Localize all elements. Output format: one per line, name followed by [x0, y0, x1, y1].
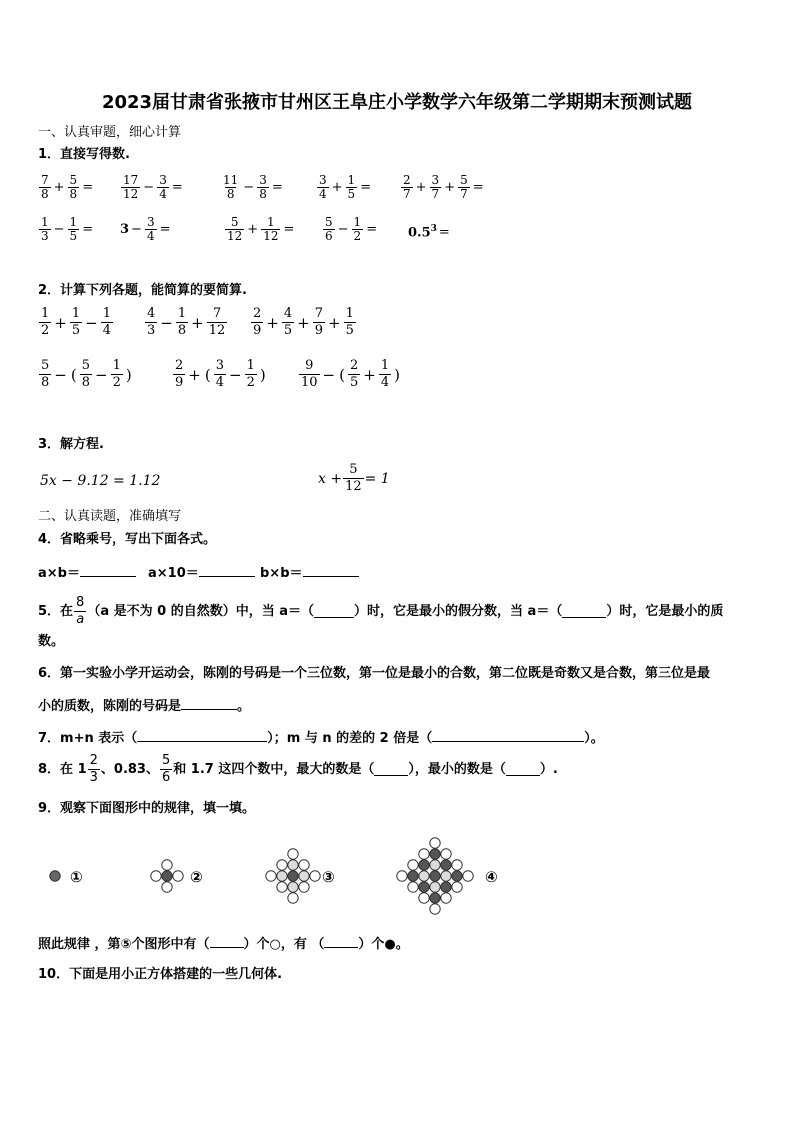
q1-item-7-equals: =: [159, 222, 171, 237]
q1-item-1-fraction: [39, 174, 51, 201]
figure-4-dot: [430, 904, 440, 914]
q1-item-1-fraction: [68, 174, 80, 201]
q1-item-2-op: −: [143, 180, 155, 195]
q9-rule-c: ）个●。: [358, 937, 409, 952]
figure-4-dot: [408, 871, 418, 881]
q1-item-6-equals: =: [82, 222, 94, 237]
q2-item-3-fraction-numerator: 2: [253, 306, 262, 321]
q2-item-3-fraction-denominator: 5: [345, 323, 354, 338]
q5-mid: （a 是不为 0 的自然数）中，当 a＝（: [87, 603, 315, 619]
equation-2: [318, 462, 390, 495]
figure-3-label: ③: [322, 868, 335, 886]
q2-item-4-lead-fraction: [39, 358, 51, 391]
q2-item-5-lead-fraction: [173, 358, 185, 391]
q1-item-5-fraction-denominator: 7: [431, 187, 440, 201]
q1-item-3-fraction-numerator: 11: [223, 173, 239, 187]
q4-answer-blank-1[interactable]: [80, 564, 136, 577]
q1-item-2-fraction-denominator: 12: [123, 187, 139, 201]
q1-item-4-fraction-numerator: 3: [319, 173, 327, 187]
q8-end: ）.: [539, 761, 558, 777]
q5-numerator: 8: [76, 595, 85, 610]
q5-end: ）时，它是最小的质: [606, 603, 724, 619]
q1-item-5-fraction-numerator: 3: [431, 173, 440, 187]
q2-item-3-fraction-numerator: 1: [345, 306, 354, 321]
q2-item-5-close-paren: ): [259, 365, 266, 384]
figure-3-dot: [288, 882, 298, 892]
q1-item-4-fraction-denominator: 5: [347, 187, 356, 201]
q1-item-10-equals: =: [438, 224, 450, 240]
q7-part-c: ）。: [584, 731, 604, 746]
q1-stem: 1．直接写得数.: [38, 147, 130, 162]
q1-item-5-fraction-numerator: 2: [403, 173, 411, 187]
figure-4-dot: [430, 893, 440, 903]
q1-item-8-fraction: [225, 216, 244, 243]
q1-item-1-fraction-denominator: 8: [69, 187, 78, 201]
q1-item-7: [120, 216, 173, 243]
q5-line-1: [38, 595, 723, 628]
q9-rule-b: ）个○，有 （: [243, 937, 325, 952]
q2-item-2-fraction-numerator: 4: [147, 306, 156, 321]
q2-item-6-inner-fraction-denominator: 5: [349, 375, 359, 390]
q2-item-5-open-paren: (: [204, 365, 211, 384]
q2-item-6-inner-fraction-denominator: 4: [380, 375, 390, 390]
q1-item-6: [38, 216, 95, 243]
q2-item-1-fraction: [70, 306, 82, 339]
q1-item-1-op: +: [53, 180, 65, 195]
q1-item-6-fraction-numerator: 1: [41, 215, 49, 229]
q2-item-3-op: +: [266, 313, 279, 332]
q2-item-5-inner-fraction-numerator: 1: [246, 358, 255, 373]
q2-item-1-fraction-numerator: 1: [102, 306, 111, 321]
q2-item-1-fraction-denominator: 2: [41, 323, 50, 338]
q1-item-2-fraction: [121, 174, 140, 201]
figure-4-dot: [419, 882, 429, 892]
q1-item-8: [224, 216, 296, 243]
q2-item-2-fraction: [145, 306, 157, 339]
figure-3-dot: [288, 860, 298, 870]
q8-line: [38, 753, 558, 786]
q6-line-2-end: 。: [237, 699, 251, 714]
q2-item-3-op: +: [297, 313, 310, 332]
q9-answer-blank-2[interactable]: [324, 935, 358, 948]
q1-item-2-fraction-numerator: 3: [159, 173, 167, 187]
q4-item-1-label: a×b＝: [38, 566, 80, 581]
q2-item-2-fraction: [207, 306, 228, 339]
q1-item-3-equals: =: [271, 180, 283, 195]
q2-item-1-fraction-numerator: 1: [71, 306, 81, 321]
figure-4-dot: [452, 882, 462, 892]
q2-item-5-inner-fraction: [245, 358, 257, 391]
q2-item-5-inner-op: −: [229, 365, 242, 384]
q2-item-3-fraction: [313, 306, 325, 339]
q1-item-5-fraction: [430, 174, 442, 201]
q1-item-8-fraction-numerator: 1: [267, 215, 275, 229]
q1-item-6-fraction-numerator: 1: [69, 215, 78, 229]
q1-item-4-fraction: [317, 174, 329, 201]
q2-item-4-open-paren: (: [70, 365, 77, 384]
q8-mid: 、0.83、: [100, 761, 159, 777]
figure-4-dot: [441, 849, 451, 859]
q2-item-4-close-paren: ): [125, 365, 132, 384]
q3-stem: 3．解方程.: [38, 437, 104, 452]
q7-part-a: 7．m+n 表示（: [38, 731, 138, 746]
figure-4-dot: [452, 860, 462, 870]
q1-item-6-fraction-denominator: 5: [69, 229, 78, 243]
q2-item-1-op: −: [85, 313, 98, 332]
q2-item-5-lead-fraction-denominator: 9: [175, 375, 184, 390]
figure-4-dot: [419, 893, 429, 903]
figure-3-dot: [266, 871, 276, 881]
q2-item-3: [250, 306, 357, 339]
q2-item-4-inner-fraction-numerator: 1: [112, 358, 121, 373]
q1-item-3-fraction-denominator: 8: [259, 187, 267, 201]
figure-4-dot: [408, 882, 418, 892]
q1-item-3-fraction: [257, 174, 269, 201]
q1-item-5-fraction: [401, 174, 413, 201]
q1-item-8-op: +: [247, 222, 259, 237]
q1-item-7-fraction-numerator: 3: [146, 215, 155, 229]
q4-item-3: [260, 564, 359, 582]
q2-item-5-inner-fraction-denominator: 4: [215, 375, 224, 390]
figure-4-dot: [463, 871, 473, 881]
q6-answer-blank[interactable]: [181, 697, 237, 710]
q1-item-8-equals: =: [283, 222, 295, 237]
figure-2-dot: [162, 871, 172, 881]
q1-item-6-fraction: [68, 216, 80, 243]
q10-stem: 10．下面是用小正方体搭建的一些几何体.: [38, 967, 283, 982]
q1-item-9-fraction-denominator: 2: [353, 229, 362, 243]
q4-item-1: [38, 564, 136, 582]
q2-item-3-fraction-denominator: 9: [314, 323, 323, 338]
q1-item-8-fraction: [261, 216, 280, 243]
q1-item-4-fraction-denominator: 4: [319, 187, 327, 201]
q2-item-5-inner-fraction-numerator: 3: [215, 358, 224, 373]
q2-item-4-inner-fraction: [111, 358, 123, 391]
q2-item-3-fraction: [251, 306, 263, 339]
figure-4-dot: [419, 849, 429, 859]
q9-answer-blank-1[interactable]: [210, 935, 244, 948]
q2-item-3-fraction: [282, 306, 294, 339]
q2-item-3-fraction-denominator: 9: [253, 323, 262, 338]
q7-answer-blank-1[interactable]: [137, 729, 267, 742]
q2-item-5-op: +: [188, 365, 201, 384]
q1-item-5-fraction-denominator: 7: [460, 187, 468, 201]
figure-3-dot: [277, 860, 287, 870]
q2-item-1-op: +: [54, 313, 67, 332]
q8-post2: ），最小的数是（: [408, 761, 506, 777]
q5-mid2: ）时，它是最小的假分数，当 a＝（: [354, 603, 563, 619]
q1-item-10-power: $0.5^3$: [408, 224, 437, 241]
q5-answer-blank-1[interactable]: [314, 605, 354, 618]
q2-item-4-lead-fraction-denominator: 8: [41, 375, 50, 390]
q2-item-1-fraction-denominator: 4: [102, 323, 111, 338]
q1-item-1-fraction-denominator: 8: [41, 187, 49, 201]
q4-item-3-label: b×b＝: [260, 566, 303, 581]
q1-item-4: [316, 174, 373, 201]
q9-pattern-figures: [30, 830, 530, 925]
q1-item-7-fraction-denominator: 4: [146, 229, 155, 243]
figure-4-dot: [419, 871, 429, 881]
equation-2-lhs: x +: [318, 470, 343, 487]
q1-item-2-equals: =: [171, 180, 183, 195]
q2-item-1-fraction-denominator: 5: [71, 323, 81, 338]
q2-item-6-close-paren: ): [394, 365, 400, 384]
equation-2-rhs: = 1: [364, 470, 390, 487]
q4-item-2: [148, 564, 255, 582]
q1-item-2: [120, 174, 185, 201]
q1-item-7-integer: 3: [120, 222, 130, 237]
q1-item-5-op: +: [415, 180, 427, 195]
q9-rule-line: [38, 935, 409, 953]
figure-4-dot: [452, 871, 462, 881]
q5-prefix: 5．在: [38, 603, 74, 619]
section-1-heading: 一、认真审题，细心计算: [38, 125, 182, 140]
q1-item-6-op: −: [53, 222, 65, 237]
figure-4-dot: [419, 860, 429, 870]
figure-3-dot: [299, 882, 309, 892]
figure-3-dot: [299, 871, 309, 881]
q4-answer-blank-2[interactable]: [199, 564, 255, 577]
q2-item-4-inner-fraction-denominator: 2: [112, 375, 121, 390]
q2-item-2-fraction-denominator: 8: [177, 323, 187, 338]
figure-1-dot: [50, 871, 60, 881]
q1-item-2-fraction-numerator: 17: [123, 173, 139, 187]
q2-item-4-inner-fraction-numerator: 5: [81, 358, 90, 373]
q8-numerator: 5: [161, 753, 171, 768]
equation-2-fraction: [343, 462, 364, 495]
q1-item-4-fraction-numerator: 1: [347, 173, 356, 187]
q2-item-4-lead-fraction-numerator: 5: [41, 358, 50, 373]
figure-3-dot: [310, 871, 320, 881]
q8-answer-blank-1[interactable]: [374, 763, 408, 776]
q2-item-5: [172, 358, 268, 391]
q1-item-5-equals: =: [472, 180, 484, 195]
q1-item-9-fraction: [323, 216, 335, 243]
q1-item-9-equals: =: [366, 222, 378, 237]
figure-4-dot: [430, 860, 440, 870]
q2-item-5-lead-fraction-numerator: 2: [175, 358, 184, 373]
figure-2-dot: [162, 882, 172, 892]
q5-answer-blank-2[interactable]: [562, 605, 606, 618]
q1-item-2-fraction-denominator: 4: [159, 187, 167, 201]
q2-item-1: [38, 306, 114, 339]
equation-2-denominator: 12: [345, 479, 362, 494]
q1-item-4-op: +: [331, 180, 343, 195]
figure-1-label: ①: [70, 868, 83, 886]
q2-item-6-inner-op: +: [363, 365, 376, 384]
q2-item-2-fraction-denominator: 12: [208, 323, 226, 338]
q1-item-3: [220, 174, 285, 201]
q5-denominator: a: [76, 612, 85, 627]
q1-item-7-fraction: [145, 216, 157, 243]
q1-item-9-op: −: [337, 222, 349, 237]
q1-item-8-fraction-denominator: 12: [227, 229, 243, 243]
q2-item-2-fraction: [176, 306, 188, 339]
q2-item-4-inner-fraction: [80, 358, 92, 391]
q2-item-6-inner-fraction-numerator: 1: [380, 358, 390, 373]
q2-stem: 2．计算下列各题，能简算的要简算.: [38, 283, 247, 298]
q6-line-2: [38, 697, 250, 715]
q1-item-3-fraction: [221, 174, 240, 201]
q2-item-2-fraction-denominator: 3: [147, 323, 156, 338]
q5-line-2: 数。: [38, 634, 65, 649]
q1-item-4-fraction: [346, 174, 358, 201]
q1-item-9-fraction-denominator: 6: [325, 229, 333, 243]
figure-2-dot: [151, 871, 161, 881]
q2-item-2-fraction-numerator: 1: [177, 306, 187, 321]
q4-answer-blank-3[interactable]: [303, 564, 359, 577]
q8-mixed-numerator: 2: [89, 753, 98, 768]
q1-item-1-fraction-numerator: 5: [69, 173, 78, 187]
q2-item-4-op: −: [54, 365, 67, 384]
figure-3-dot: [299, 860, 309, 870]
q9-stem: 9．观察下面图形中的规律，填一填。: [38, 801, 256, 816]
q1-item-9: [322, 216, 379, 243]
q2-item-5-inner-fraction-denominator: 2: [246, 375, 255, 390]
q1-item-8-fraction-numerator: 5: [230, 215, 239, 229]
q8-post: 和 1.7 这四个数中，最大的数是（: [173, 761, 375, 777]
figure-4-dot: [441, 882, 451, 892]
figure-4-dot: [408, 860, 418, 870]
q2-item-1-fraction: [101, 306, 113, 339]
q8-denominator: 6: [161, 770, 171, 785]
q7-part-b: ）；m 与 n 的差的 2 倍是（: [267, 731, 433, 746]
q2-item-2: [144, 306, 228, 339]
q1-item-3-fraction-numerator: 3: [259, 173, 267, 187]
q7-line: [38, 729, 604, 747]
q1-item-8-fraction-denominator: 12: [263, 229, 279, 243]
q1-item-4-equals: =: [360, 180, 372, 195]
q2-item-6-lead-fraction-denominator: 10: [301, 375, 318, 390]
q2-item-6-inner-fraction-numerator: 2: [349, 358, 359, 373]
q2-item-6-lead-fraction: [299, 358, 320, 391]
q8-fraction: [160, 753, 172, 786]
q4-item-2-label: a×10＝: [148, 566, 199, 581]
q2-item-2-op: −: [160, 313, 173, 332]
q1-item-10: [408, 224, 452, 240]
q1-item-7-op: −: [131, 222, 142, 237]
figure-3-dot: [288, 893, 298, 903]
q2-item-4: [38, 358, 134, 391]
q1-item-6-fraction: [39, 216, 51, 243]
q8-answer-blank-2[interactable]: [506, 763, 540, 776]
equation-1: 5x − 9.12 = 1.12: [40, 473, 161, 489]
q8-mixed-fraction: [88, 753, 100, 786]
q1-item-5-op: +: [444, 180, 456, 195]
page-title: 2023届甘肃省张掖市甘州区王阜庄小学数学六年级第二学期期末预测试题: [101, 92, 693, 113]
q2-item-6-op: −: [322, 365, 336, 384]
q5-fraction: [74, 595, 86, 628]
figure-4-dot: [430, 882, 440, 892]
figure-2-dot: [162, 860, 172, 870]
figure-3-dot: [277, 871, 287, 881]
q2-item-5-inner-fraction: [214, 358, 226, 391]
q1-item-9-fraction-numerator: 5: [325, 215, 333, 229]
q8-prefix: 8．在 1: [38, 761, 87, 777]
q6-line-2-text: 小的质数，陈刚的号码是: [38, 699, 182, 714]
q2-item-1-fraction: [39, 306, 51, 339]
q1-item-1-equals: =: [82, 180, 94, 195]
figure-2-dot: [173, 871, 183, 881]
q6-line-1: 6．第一实验小学开运动会，陈刚的号码是一个三位数，第一位是最小的合数，第二位既是奇数又是合数，第三位是最: [38, 666, 711, 681]
q1-item-5-fraction-numerator: 5: [460, 173, 468, 187]
q2-item-6-inner-fraction: [379, 358, 391, 391]
q1-item-2-fraction: [157, 174, 169, 201]
q2-item-6-inner-fraction: [348, 358, 360, 391]
figure-3-dot: [277, 882, 287, 892]
section-2-heading: 二、认真读题，准确填写: [38, 509, 182, 524]
q2-item-6: [298, 358, 402, 391]
figure-3-dot: [288, 871, 298, 881]
q2-item-4-inner-fraction-denominator: 8: [81, 375, 90, 390]
q1-item-5-fraction: [458, 174, 470, 201]
figure-4-dot: [441, 860, 451, 870]
q2-item-6-lead-fraction-numerator: 9: [305, 358, 314, 373]
q2-item-3-fraction-numerator: 4: [283, 306, 293, 321]
q2-item-3-op: +: [328, 313, 341, 332]
q1-item-3-op: −: [243, 180, 255, 195]
q2-item-4-inner-op: −: [95, 365, 108, 384]
figure-3-dot: [288, 849, 298, 859]
q2-item-2-op: +: [191, 313, 204, 332]
q2-item-3-fraction-numerator: 7: [314, 306, 323, 321]
q2-item-6-open-paren: (: [339, 365, 345, 384]
q1-item-9-fraction: [352, 216, 364, 243]
figure-2-label: ②: [190, 868, 203, 886]
equation-2-numerator: 5: [349, 462, 358, 477]
q2-item-1-fraction-numerator: 1: [41, 306, 50, 321]
q2-item-2-fraction-numerator: 7: [212, 306, 222, 321]
q4-stem: 4．省略乘号，写出下面各式。: [38, 532, 217, 547]
figure-4-dot: [441, 871, 451, 881]
q1-item-9-fraction-numerator: 1: [353, 215, 362, 229]
figure-4-dot: [430, 871, 440, 881]
q9-rule-a: 照此规律 ，第⑤个图形中有（: [38, 937, 210, 952]
figure-4-dot: [397, 871, 407, 881]
q1-item-1-fraction-numerator: 7: [41, 173, 49, 187]
figure-4-dot: [441, 893, 451, 903]
q1-item-1: [38, 174, 95, 201]
q8-mixed-denominator: 3: [89, 770, 98, 785]
q1-item-5: [400, 174, 486, 201]
figure-4-label: ④: [485, 868, 498, 886]
q2-item-3-fraction: [344, 306, 356, 339]
q7-answer-blank-2[interactable]: [432, 729, 584, 742]
figure-4-dot: [430, 849, 440, 859]
q1-item-6-fraction-denominator: 3: [41, 229, 49, 243]
q1-item-5-fraction-denominator: 7: [403, 187, 411, 201]
q2-item-3-fraction-denominator: 5: [283, 323, 293, 338]
figure-4-dot: [430, 838, 440, 848]
q1-item-3-fraction-denominator: 8: [226, 187, 235, 201]
